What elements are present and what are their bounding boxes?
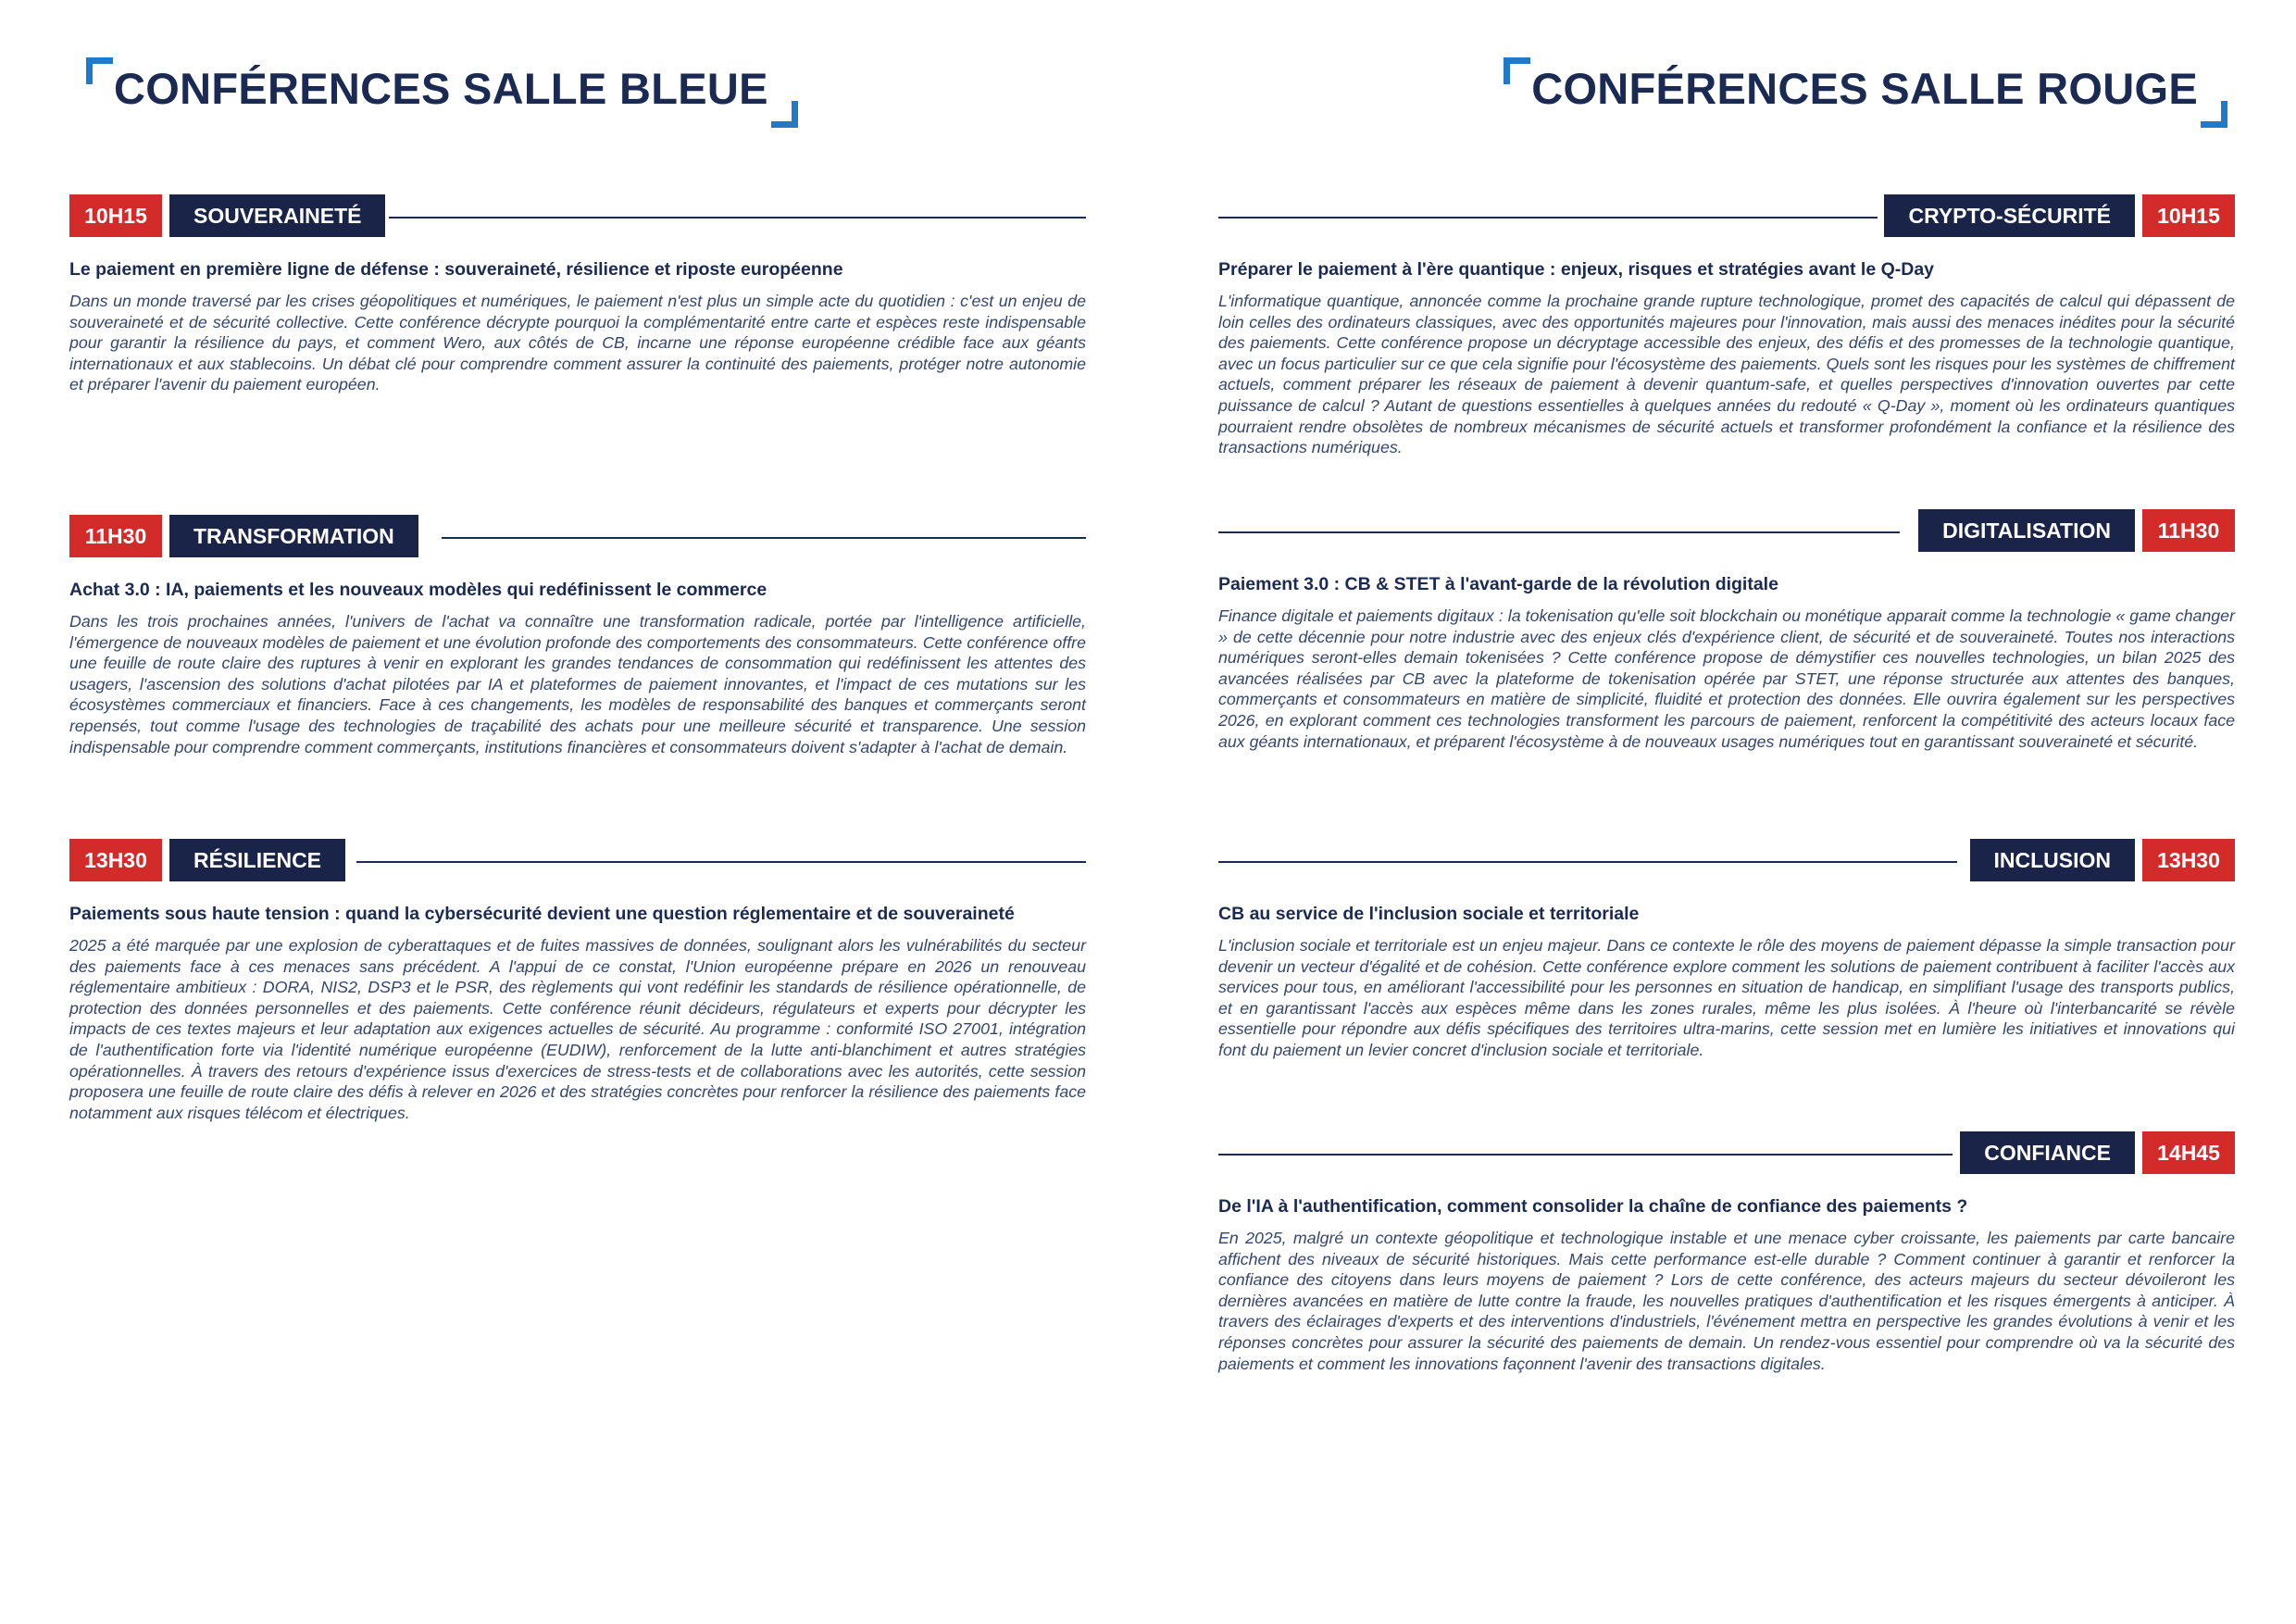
session-header [1218,839,2235,881]
theme-badge: TRANSFORMATION [169,515,418,557]
divider-line [389,217,1086,219]
divider-line [1218,1154,1953,1156]
session-description: Finance digitale et paiements digitaux : la tokenisation qu'elle soit blockchain ou monétique apparait comme la technologie « game changer » de cette décennie pour notre industrie avec des enjeux clés d'expérience client, de sécurité et de souveraineté. Toutes nos interactions numériques seront-elles demain tokenisées ? Cette conférence propose de démystifier ces nouvelles technologies, un bilan 2025 des avancées réalisées par CB avec la plateforme de tokenisation opérée par STET, une réponse structurée aux attentes des banques, commerçants et consommateurs en matière de simplicité, fluidité et protection des données. Elle ouvrira également sur les perspectives 2026, en explorant comment ces technologies transforment les parcours de paiement, renforcent la compétitivité des acteurs locaux face aux géants internationaux, et préparent l'écosystème à de nouveaux usages numériques tout en garantissant souveraineté et sécurité. [1218,606,2235,751]
session-header [69,515,1086,557]
session-title: Achat 3.0 : IA, paiements et les nouveaux modèles qui redéfinissent le commerce [69,580,767,600]
session-card [1218,509,2235,752]
session-header [69,194,1086,237]
corner-bracket-icon [86,57,113,84]
divider-line [1218,531,1900,533]
corner-bracket-icon [2201,101,2227,128]
session-card [69,515,1086,757]
divider-line [442,537,1086,539]
session-description: Dans les trois prochaines années, l'univers de l'achat va connaître une transformation radicale, portée par l'intelligence artificielle, l'émergence de nouveaux modèles de paiement et une évolution profonde des comportements des consommateurs. Cette conférence offre une feuille de route claire des ruptures à venir en explorant les grandes tendances de consommation qui redéfinissent les attentes des usagers, l'ascension des solutions d'achat pilotées par IA et plateformes de paiement innovantes, et l'impact de ces mutations sur les écosystèmes commerciaux et financiers. Face à ces changements, les modèles de responsabilité des banques et commerçants seront repensés, tout comme l'usage des technologies de traçabilité des achats pour une meilleure sécurité et transparence. Une session indispensable pour comprendre comment commerçants, institutions financières et consommateurs doivent s'adapter à l'achat de demain. [69,612,1086,756]
divider-line [1218,217,1878,219]
theme-badge: INCLUSION [1970,839,2136,881]
time-badge: 11H30 [69,515,162,557]
divider-line [1218,861,1957,863]
salle-bleue-title: CONFÉRENCES SALLE BLEUE [114,56,768,122]
session-header [1218,194,2235,237]
corner-bracket-icon [1504,57,1530,84]
session-title: De l'IA à l'authentification, comment consolider la chaîne de confiance des paiements ? [1218,1196,1968,1217]
salle-rouge-title: CONFÉRENCES SALLE ROUGE [1531,56,2198,122]
theme-badge: RÉSILIENCE [169,839,345,881]
session-description: L'inclusion sociale et territoriale est un enjeu majeur. Dans ce contexte le rôle des moyens de paiement dépasse la simple transaction pour devenir un vecteur d'égalité et de cohésion. Cette conférence explore comment les solutions de paiement contribuent à faciliter l'accès aux services pour tous, en améliorant l'accessibilité pour les personnes en situation de handicap, en simplifiant l'usage des transports publics, et en garantissant l'accès aux espèces même dans les zones rurales, même les plus isolées. À l'heure où l'interbancarité se révèle essentielle pour répondre aux défis spécifiques des territoires ultra-marins, cette session met en lumière les initiatives et innovations qui font du paiement un levier concret d'inclusion sociale et territoriale. [1218,936,2235,1059]
session-card [1218,1131,2235,1374]
time-badge: 10H15 [2142,194,2235,237]
session-title: CB au service de l'inclusion sociale et territoriale [1218,904,1640,924]
theme-badge: CONFIANCE [1960,1131,2135,1174]
time-badge: 13H30 [69,839,162,881]
theme-badge: SOUVERAINETÉ [169,194,385,237]
theme-badge: CRYPTO-SÉCURITÉ [1884,194,2135,237]
session-description: L'informatique quantique, annoncée comme la prochaine grande rupture technologique, promet des capacités de calcul qui dépassent de loin celles des ordinateurs classiques, avec des opportunités majeures pour l'innovation, mais aussi des menaces inédites pour la sécurité des paiements. Cette conférence propose un décryptage accessible des enjeux, des défis et des promesses de la technologie quantique, avec un focus particulier sur ce que cela signifie pour l'écosystème des paiements. Quels sont les risques pour les systèmes de chiffrement actuels, comment préparer les réseaux de paiement à devenir quantum-safe, et quelles perspectives d'innovation ouvertes par cette puissance de calcul ? Autant de questions essentielles à quelques années du redouté « Q-Day », moment où les ordinateurs quantiques pourraient rendre obsolètes de nombreux mécanismes de sécurité actuels et transformer profondément la confiance et la résilience des transactions numériques. [1218,292,2235,457]
time-badge: 13H30 [2142,839,2235,881]
time-badge: 10H15 [69,194,162,237]
session-card [1218,839,2235,1061]
session-title: Préparer le paiement à l'ère quantique : enjeux, risques et stratégies avant le Q-Day [1218,259,1935,280]
time-badge: 11H30 [2142,509,2235,552]
session-title: Paiements sous haute tension : quand la cybersécurité devient une question réglementaire et de souveraineté [69,904,1015,924]
session-description: Dans un monde traversé par les crises géopolitiques et numériques, le paiement n'est plus un simple acte du quotidien : c'est un enjeu de souveraineté et de sécurité collective. Cette conférence décrypte pourquoi la complémentarité entre carte et espèces reste indispensable pour garantir la résilience du pays, et comment Wero, aux côtés de CB, incarne une réponse européenne crédible face aux géants internationaux et aux stablecoins. Un débat clé pour comprendre comment assurer la continuité des paiements, protéger notre autonomie et préparer l'avenir du paiement européen. [69,292,1086,394]
session-card [1218,194,2235,458]
theme-badge: DIGITALISATION [1918,509,2135,552]
session-card [69,194,1086,395]
session-title: Paiement 3.0 : CB & STET à l'avant-garde de la révolution digitale [1218,574,1778,594]
divider-line [356,861,1086,863]
session-description: En 2025, malgré un contexte géopolitique et technologique instable et une menace cyber croissante, les paiements par carte bancaire affichent des niveaux de sécurité historiques. Mais cette performance est-elle durable ? Comment continuer à garantir et renforcer la confiance des citoyens dans leurs moyens de paiement ? Lors de cette conférence, des acteurs majeurs du secteur dévoileront les dernières avancées en matière de lutte contre la fraude, les nouvelles pratiques d'authentification et les risques émergents à anticiper. À travers des éclairages d'experts et des interventions d'industriels, l'événement mettra en perspective les grandes évolutions à venir et les réponses concrètes pour assurer la sécurité des paiements de demain. Un rendez-vous essentiel pour comprendre où va la sécurité des paiements et comment les innovations façonnent l'avenir des transactions digitales. [1218,1229,2235,1373]
session-header [1218,509,2235,552]
time-badge: 14H45 [2142,1131,2235,1174]
session-description: 2025 a été marquée par une explosion de cyberattaques et de fuites massives de données, soulignant alors les vulnérabilités du secteur des paiements face à ces menaces sans précédent. A l'appui de ce constat, l'Union européenne prépare en 2026 un renouveau réglementaire ambitieux : DORA, NIS2, DSP3 et le PSR, des règlements qui vont redéfinir les standards de résilience opérationnelle, de protection des données personnelles et des paiements. Cette conférence réunit décideurs, régulateurs et experts pour décrypter les impacts de ces textes majeurs et leur adaptation aux exigences actuelles de sécurité. Au programme : conformité ISO 27001, intégration de l'authentification forte via l'identité numérique européenne (EUDIW), renforcement de la lutte anti-blanchiment et autres stratégies opérationnelles. À travers des retours d'expérience issus d'exercices de stress-tests et de collaborations avec les autorités, cette session proposera une feuille de route claire des défis à relever en 2026 et des stratégies concrètes pour renforcer la résilience des paiements face notamment aux risques télécom et électriques. [69,936,1086,1122]
session-title: Le paiement en première ligne de défense : souveraineté, résilience et riposte européenne [69,259,843,280]
session-header [1218,1131,2235,1174]
session-header [69,839,1086,881]
corner-bracket-icon [771,101,798,128]
session-card [69,839,1086,1123]
